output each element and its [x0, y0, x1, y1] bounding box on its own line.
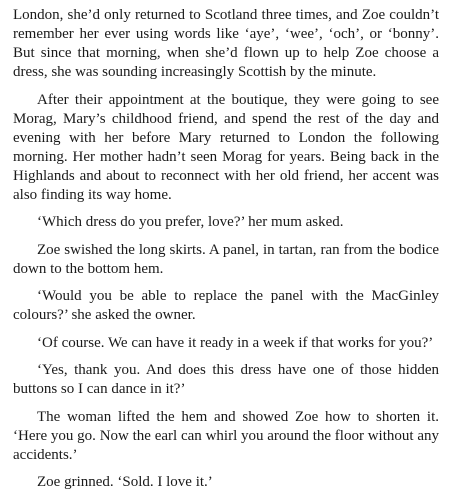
paragraph-1: London, she’d only returned to Scotland three times, and Zoe couldn’t remember her ever using words like ‘aye’, ‘wee’, ‘och’, or ‘bonny’. But since that morning, when she’d flown up to help Zoe choose a dress, she was sounding increasingly Scottish by the minute. [13, 7, 439, 80]
paragraph-8: The woman lifted the hem and showed Zoe how to shorten it. ‘Here you go. Now the earl can whirl you around the floor without any accidents.’ [13, 408, 439, 463]
book-page [13, 6, 439, 501]
paragraph-5: ‘Would you be able to replace the panel with the MacGinley colours?’ she asked the owner. [13, 288, 439, 323]
paragraph-7: ‘Yes, thank you. And does this dress have one of those hidden buttons so I can dance in it?’ [13, 362, 439, 397]
paragraph-9: Zoe grinned. ‘Sold. I love it.’ [37, 474, 213, 490]
paragraph-6: ‘Of course. We can have it ready in a week if that works for you?’ [37, 334, 434, 351]
paragraph-4: Zoe swished the long skirts. A panel, in tartan, ran from the bodice down to the bottom hem. [13, 241, 439, 277]
paragraph-3: ‘Which dress do you prefer, love?’ her mum asked. [37, 214, 344, 230]
paragraph-2: After their appointment at the boutique, they were going to see Morag, Mary’s childhood friend, and spend the rest of the day and evening with her before Mary returned to London the following morning. Her mother hadn’t seen Morag for years. Being back in the Highlands and about to reconnect with her old friend, her accent was also finding its way home. [13, 91, 439, 203]
